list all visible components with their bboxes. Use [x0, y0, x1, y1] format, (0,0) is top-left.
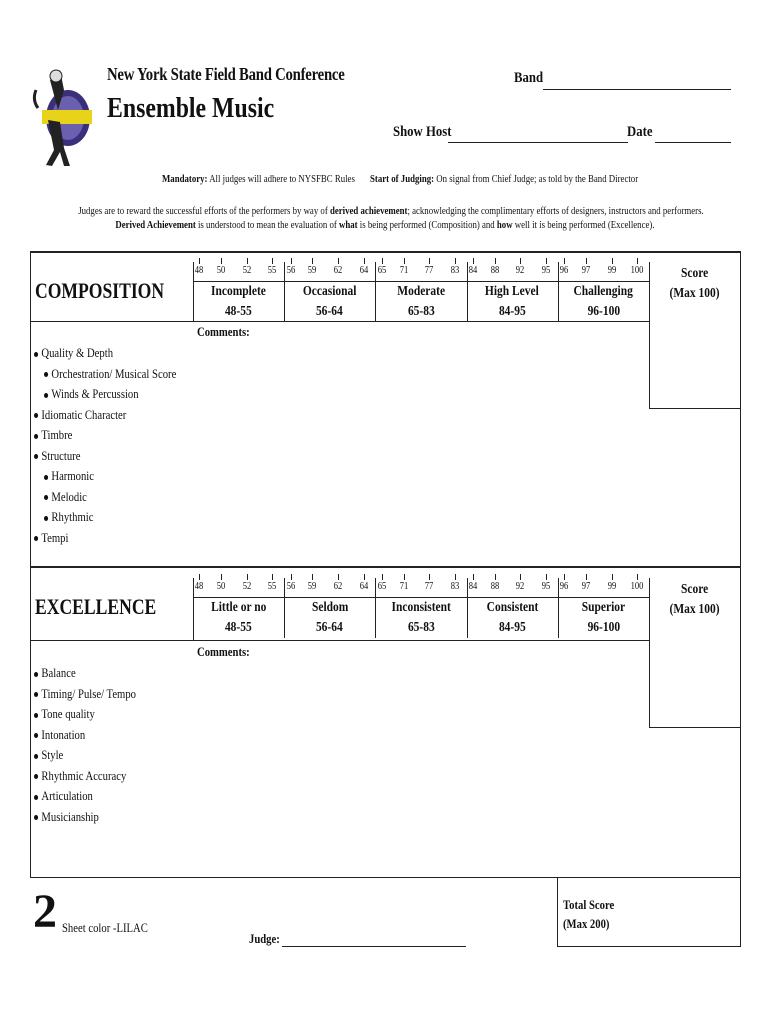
- excellence-tick-92: 92: [516, 581, 525, 592]
- show-host-field[interactable]: [448, 142, 628, 143]
- start-rule: Start of Judging: On signal from Chief Judge; as told by the Band Director: [370, 173, 639, 185]
- excellence-tick-56: 56: [286, 581, 295, 592]
- excellence-tick-77: 77: [424, 581, 434, 592]
- bullet-icon: [34, 352, 38, 357]
- excellence-criterion: Style: [34, 747, 63, 763]
- composition-tick-62: 62: [333, 265, 343, 276]
- bullet-icon: [34, 713, 38, 718]
- composition-criterion: Melodic: [44, 489, 87, 505]
- composition-range-3[interactable]: Moderate 65-83: [397, 284, 445, 319]
- total-score-label: Total Score (Max 200): [563, 897, 615, 931]
- sheet-color: Sheet color -LILAC: [62, 920, 148, 935]
- composition-range-5[interactable]: Challenging 96-100: [573, 284, 634, 319]
- judge-label: Judge:: [249, 931, 280, 946]
- excellence-tick-62: 62: [333, 581, 343, 592]
- excellence-range-2[interactable]: Seldom 56-64: [311, 600, 348, 635]
- nysfbc-logo: [30, 60, 92, 170]
- composition-tick-65: 65: [377, 265, 387, 276]
- composition-tick-56: 56: [286, 265, 295, 276]
- excellence-tick-97: 97: [581, 581, 591, 592]
- composition-criterion: Rhythmic: [44, 509, 93, 525]
- excellence-range-3[interactable]: Inconsistent 65-83: [391, 600, 451, 635]
- bullet-icon: [34, 413, 38, 418]
- show-host-label: Show Host: [393, 124, 452, 140]
- date-label: Date: [627, 124, 653, 140]
- excellence-tick-52: 52: [242, 581, 252, 592]
- excellence-tick-88: 88: [490, 581, 500, 592]
- composition-tick-52: 52: [242, 265, 252, 276]
- composition-tick-48: 48: [195, 265, 204, 276]
- composition-tick-50: 50: [217, 265, 226, 276]
- composition-range-4[interactable]: High Level 84-95: [485, 284, 540, 319]
- composition-tick-97: 97: [581, 265, 591, 276]
- excellence-tick-84: 84: [468, 581, 478, 592]
- bullet-icon: [34, 454, 38, 459]
- composition-tick-77: 77: [424, 265, 434, 276]
- bullet-icon: [34, 434, 38, 439]
- composition-criterion: Winds & Percussion: [44, 386, 139, 402]
- excellence-range-4[interactable]: Consistent 84-95: [486, 600, 539, 635]
- bullet-icon: [44, 372, 48, 377]
- band-field[interactable]: [543, 89, 731, 90]
- excellence-tick-59: 59: [308, 581, 317, 592]
- composition-criterion: Timbre: [34, 427, 72, 443]
- band-label: Band: [514, 70, 544, 86]
- composition-rating-scale[interactable]: [193, 262, 649, 322]
- bullet-icon: [44, 495, 48, 500]
- excellence-range-5[interactable]: Superior 96-100: [581, 600, 626, 635]
- mandatory-rule: Mandatory: All judges will adhere to NYSFBC Rules: [162, 173, 355, 185]
- excellence-tick-83: 83: [450, 581, 459, 592]
- composition-tick-84: 84: [468, 265, 478, 276]
- sheet-number: 2: [33, 885, 57, 938]
- composition-comments-label: Comments:: [197, 324, 250, 339]
- composition-tick-55: 55: [268, 265, 277, 276]
- composition-tick-88: 88: [490, 265, 500, 276]
- intro-line-2: Derived Achievement is understood to mean the evaluation of what is being performed (Composition) and how well it is being performed (Excellence).: [115, 219, 655, 231]
- composition-criterion: Idiomatic Character: [34, 407, 126, 423]
- composition-criterion: Quality & Depth: [34, 345, 113, 361]
- composition-tick-92: 92: [516, 265, 525, 276]
- composition-criterion: Orchestration/ Musical Score: [44, 366, 176, 382]
- composition-tick-71: 71: [399, 265, 408, 276]
- total-score-box[interactable]: [650, 878, 740, 946]
- composition-criterion: Harmonic: [44, 468, 94, 484]
- excellence-rating-scale[interactable]: [193, 578, 649, 640]
- composition-top-border: [30, 251, 741, 253]
- excellence-tick-50: 50: [217, 581, 226, 592]
- composition-tick-83: 83: [450, 265, 459, 276]
- composition-criterion: Structure: [34, 448, 80, 464]
- form-title: Ensemble Music: [107, 92, 275, 124]
- composition-score-label: Score (Max 100): [669, 266, 721, 301]
- bullet-icon: [34, 733, 38, 738]
- date-field[interactable]: [655, 142, 731, 143]
- excellence-score-box[interactable]: [650, 626, 740, 726]
- excellence-comments-label: Comments:: [197, 644, 250, 659]
- composition-tick-96: 96: [559, 265, 569, 276]
- excellence-range-1[interactable]: Little or no 48-55: [210, 600, 267, 635]
- excellence-tick-65: 65: [377, 581, 387, 592]
- excellence-criterion: Tone quality: [34, 706, 95, 722]
- composition-tick-64: 64: [359, 265, 368, 276]
- bullet-icon: [44, 475, 48, 480]
- composition-tick-100: 100: [630, 265, 644, 276]
- composition-tick-95: 95: [541, 265, 551, 276]
- bullet-icon: [34, 536, 38, 541]
- excellence-tick-55: 55: [268, 581, 277, 592]
- excellence-tick-71: 71: [399, 581, 408, 592]
- composition-range-1[interactable]: Incomplete 48-55: [211, 284, 267, 319]
- bullet-icon: [34, 672, 38, 677]
- composition-range-2[interactable]: Occasional 56-64: [302, 284, 357, 319]
- composition-tick-59: 59: [308, 265, 317, 276]
- bullet-icon: [34, 815, 38, 820]
- excellence-criterion: Articulation: [34, 788, 93, 804]
- excellence-criterion: Rhythmic Accuracy: [34, 768, 126, 784]
- excellence-comments-area[interactable]: [193, 660, 649, 875]
- composition-tick-99: 99: [607, 265, 616, 276]
- composition-criterion: Tempi: [34, 530, 68, 546]
- composition-score-box[interactable]: [650, 310, 740, 408]
- excellence-title: EXCELLENCE: [35, 594, 157, 619]
- excellence-tick-99: 99: [607, 581, 616, 592]
- excellence-criterion: Musicianship: [34, 809, 99, 825]
- excellence-tick-48: 48: [195, 581, 204, 592]
- excellence-tick-64: 64: [359, 581, 368, 592]
- excellence-score-label: Score (Max 100): [669, 582, 721, 617]
- excellence-tick-100: 100: [630, 581, 644, 592]
- excellence-criterion: Timing/ Pulse/ Tempo: [34, 686, 136, 702]
- excellence-tick-95: 95: [541, 581, 551, 592]
- excellence-criterion: Intonation: [34, 727, 85, 743]
- composition-comments-area[interactable]: [193, 340, 649, 565]
- judge-signature-field[interactable]: [282, 946, 466, 947]
- bullet-icon: [34, 754, 38, 759]
- excellence-tick-96: 96: [559, 581, 569, 592]
- intro-line-1: Judges are to reward the successful efforts of the performers by way of derived achievement; acknowledging the complimentary efforts of designers, instructors and performers.: [78, 205, 704, 217]
- bullet-icon: [34, 774, 38, 779]
- org-title: New York State Field Band Conference: [107, 64, 345, 84]
- bullet-icon: [34, 692, 38, 697]
- bullet-icon: [44, 516, 48, 521]
- bullet-icon: [34, 795, 38, 800]
- composition-title: COMPOSITION: [35, 278, 165, 303]
- bullet-icon: [44, 393, 48, 398]
- excellence-criterion: Balance: [34, 665, 76, 681]
